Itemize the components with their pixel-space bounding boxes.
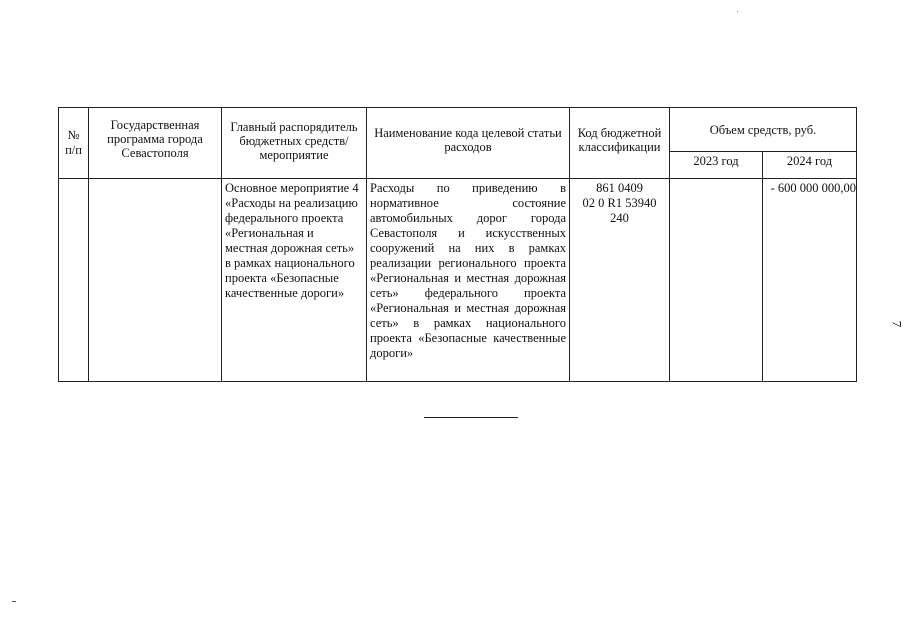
- scan-speck: [737, 11, 738, 12]
- header-year-2023: 2023 год: [670, 152, 763, 179]
- header-row: [59, 108, 857, 152]
- scan-speck: [12, 601, 16, 602]
- cell-amount-2023: [670, 179, 763, 382]
- kbk-line: 240: [610, 211, 629, 225]
- header-target-code-name: Наименование кода целевой статьи расходов: [367, 108, 570, 179]
- header-budget-code: Код бюджетной классификации: [570, 108, 670, 179]
- header-program: Государственная программа города Севастополя: [89, 108, 222, 179]
- event-line: Основное мероприятие 4: [225, 181, 359, 195]
- event-line: в рамках национального: [225, 256, 355, 270]
- header-volume: Объем средств, руб.: [670, 108, 857, 152]
- cell-event: [222, 179, 367, 382]
- event-line: федерального проекта: [225, 211, 344, 225]
- cell-program: [89, 179, 222, 382]
- header-year-2024: 2024 год: [763, 152, 857, 179]
- budget-table: [58, 107, 857, 382]
- end-divider-line: [424, 417, 518, 418]
- cell-budget-code: [570, 179, 670, 382]
- kbk-line: 861 0409: [596, 181, 643, 195]
- page-number: 7: [889, 320, 905, 328]
- event-line: качественные дороги»: [225, 286, 345, 300]
- header-main-manager: Главный распорядитель бюджетных средств/мероприятие: [222, 108, 367, 179]
- event-line: «Региональная и: [225, 226, 314, 240]
- header-num: № п/п: [59, 108, 89, 179]
- event-line: проекта «Безопасные: [225, 271, 339, 285]
- cell-num: [59, 179, 89, 382]
- cell-expense-name: Расходы по приведению в нормативное состояние автомобильных дорог города Севастополя и искусственных сооружений на них в рамках реализации регионального проекта «Региональная и местная дорожная сеть» федерального проекта «Региональная и местная дорожная сеть» в рамках национального проекта «Безопасные качественные дороги»: [367, 179, 570, 382]
- cell-amount-2024: - 600 000 000,00: [763, 179, 857, 382]
- event-line: местная дорожная сеть»: [225, 241, 355, 255]
- event-line: «Расходы на реализацию: [225, 196, 358, 210]
- table-row: [59, 179, 857, 382]
- kbk-line: 02 0 R1 53940: [582, 196, 657, 210]
